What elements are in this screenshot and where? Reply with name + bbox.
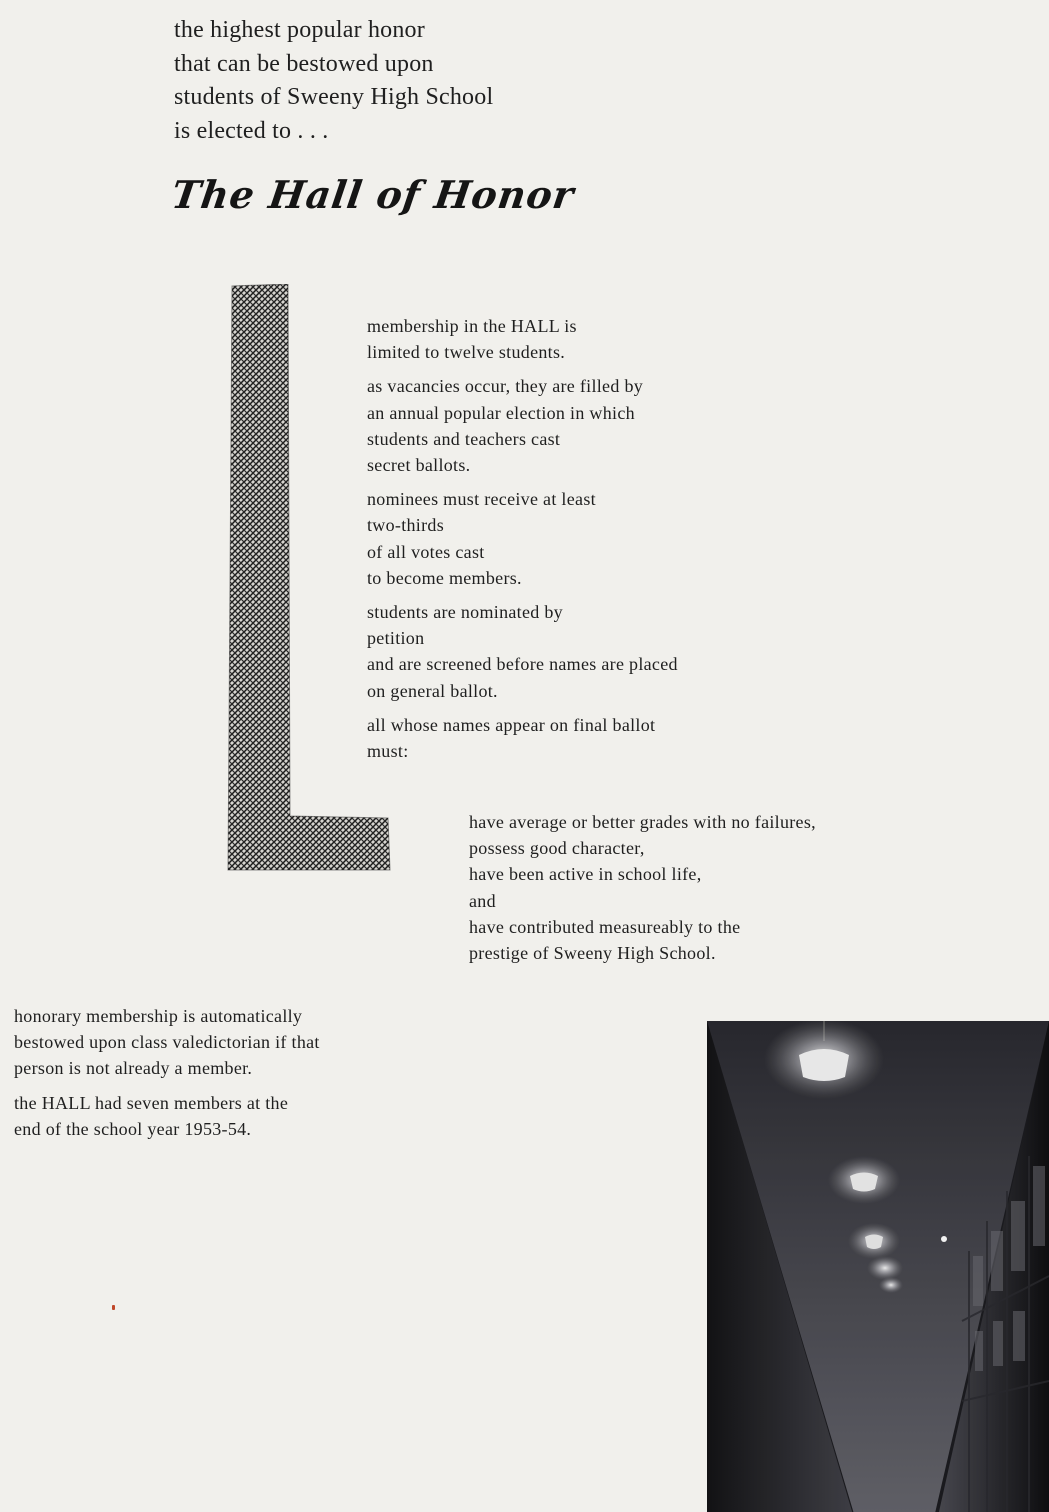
rule-line: as vacancies occur, they are filled by bbox=[367, 376, 644, 397]
rule-paragraph bbox=[367, 712, 787, 764]
rule-paragraph bbox=[367, 599, 787, 704]
rule-line: on general ballot. bbox=[367, 680, 498, 701]
intro-text bbox=[174, 14, 734, 148]
requirement-line: possess good character, bbox=[469, 838, 645, 859]
note-line: honorary membership is automatically bbox=[14, 1006, 303, 1026]
paper-speck bbox=[112, 1305, 115, 1310]
note-line: person is not already a member. bbox=[14, 1058, 253, 1079]
rule-line: nominees must receive at least bbox=[367, 489, 596, 510]
rule-line: of all votes cast bbox=[367, 541, 485, 562]
hallway-photo bbox=[707, 1021, 1049, 1512]
rule-line: secret ballots. bbox=[367, 455, 471, 476]
membership-notes bbox=[14, 1003, 414, 1150]
ballot-requirements bbox=[469, 809, 939, 966]
rule-line: must: bbox=[367, 741, 409, 762]
note-paragraph bbox=[14, 1090, 414, 1142]
rule-line: students are nominated by bbox=[367, 602, 563, 623]
rule-paragraph bbox=[367, 486, 787, 591]
intro-line: students of Sweeny High School bbox=[174, 84, 494, 110]
membership-rules bbox=[367, 313, 787, 772]
rule-line: petition bbox=[367, 628, 425, 649]
note-line: the HALL had seven members at the bbox=[14, 1092, 289, 1113]
rule-line: limited to twelve students. bbox=[367, 342, 566, 363]
intro-line: the highest popular honor bbox=[174, 17, 425, 43]
requirement-line: prestige of Sweeny High School. bbox=[469, 943, 716, 964]
rule-line: students and teachers cast bbox=[367, 428, 561, 449]
intro-line: that can be bestowed upon bbox=[174, 50, 434, 77]
rule-line: two-thirds bbox=[367, 515, 444, 536]
note-paragraph bbox=[14, 1003, 414, 1082]
rule-line: all whose names appear on final ballot bbox=[367, 714, 656, 735]
rule-line: to become members. bbox=[367, 567, 522, 588]
note-line: bestowed upon class valedictorian if that bbox=[14, 1032, 320, 1053]
page-title: The Hall of Honor bbox=[168, 172, 578, 217]
rule-line: and are screened before names are placed bbox=[367, 654, 678, 675]
rule-paragraph bbox=[367, 373, 787, 478]
rule-paragraph bbox=[367, 313, 787, 365]
requirement-line: have contributed measureably to the bbox=[469, 916, 741, 937]
note-line: end of the school year 1953-54. bbox=[14, 1118, 252, 1139]
rule-line: an annual popular election in which bbox=[367, 402, 635, 423]
requirement-line: have average or better grades with no failures, bbox=[469, 812, 816, 832]
requirement-line: have been active in school life, bbox=[469, 864, 702, 885]
intro-line: is elected to . . . bbox=[174, 117, 329, 144]
requirement-line: and bbox=[469, 890, 496, 911]
rule-line: membership in the HALL is bbox=[367, 316, 577, 336]
